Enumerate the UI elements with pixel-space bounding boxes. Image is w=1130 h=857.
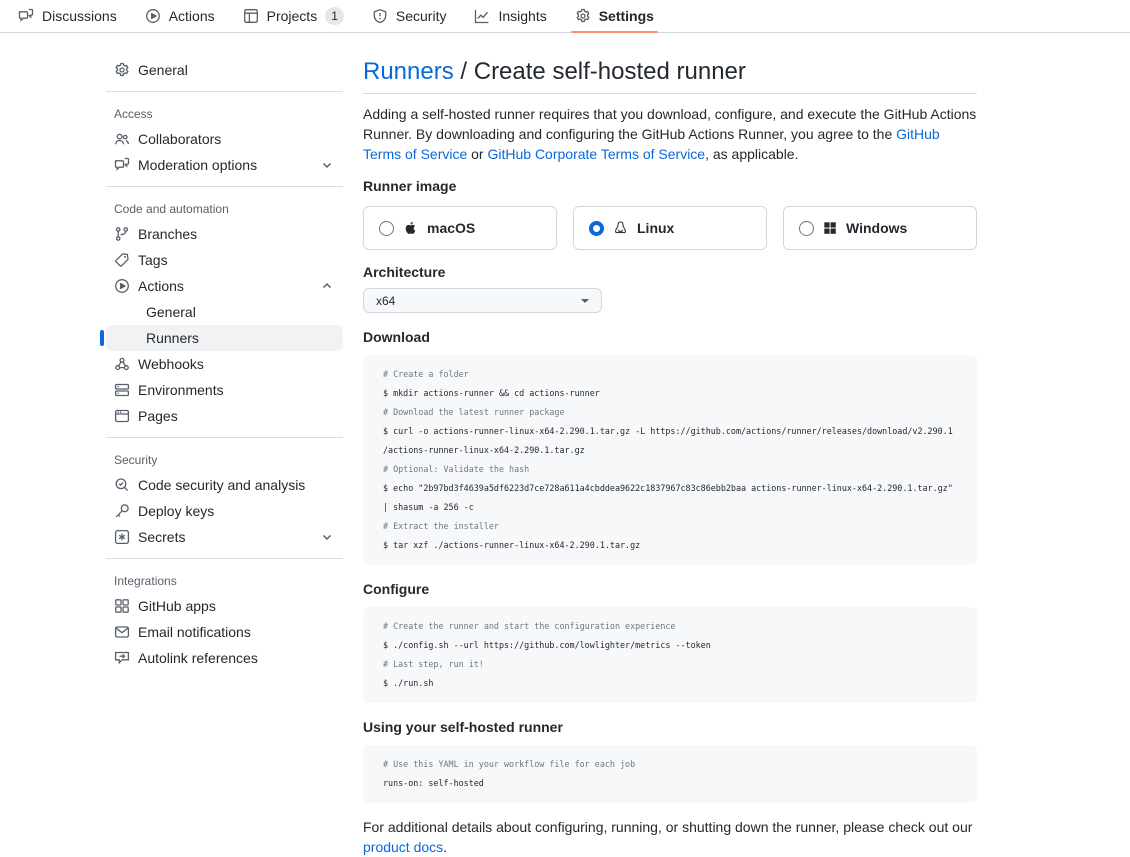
code-line: runs-on: self-hosted <box>383 778 484 788</box>
asterisk-box-icon <box>114 529 130 545</box>
os-option-label: Linux <box>637 220 675 236</box>
sidebar-item-deploy-keys[interactable] <box>106 498 343 524</box>
sidebar-item-label: Runners <box>146 330 199 346</box>
radio-unchecked <box>379 221 394 236</box>
gear-icon <box>114 62 130 78</box>
breadcrumb-separator: / <box>453 58 474 85</box>
chevron-down-icon <box>319 157 335 173</box>
sidebar-item-code-security-and-analysis[interactable] <box>106 472 343 498</box>
tab-security[interactable] <box>358 0 461 32</box>
tab-label: Insights <box>498 8 547 24</box>
usage-heading: Using your self-hosted runner <box>363 719 563 735</box>
shield-icon <box>372 8 388 24</box>
play-icon <box>114 278 130 294</box>
runners-breadcrumb-link[interactable]: Runners <box>363 58 454 85</box>
projects-count-badge: 1 <box>325 7 344 25</box>
architecture-label: Architecture <box>363 264 446 280</box>
tab-insights[interactable] <box>460 0 560 32</box>
sidebar-item-secrets[interactable] <box>106 524 343 550</box>
architecture-selected-value: x64 <box>376 293 396 308</box>
terms-of-service-link[interactable]: GitHub Terms of Service <box>363 126 940 162</box>
sidebar-item-label: General <box>138 62 188 78</box>
mail-icon <box>114 624 130 640</box>
runner-image-label: Runner image <box>363 178 457 194</box>
sidebar-divider <box>106 558 343 559</box>
codescan-icon <box>114 477 130 493</box>
intro-text: Adding a self-hosted runner requires that you download, configure, and execute the GitHub Actions Runner. By downloading and configuring the GitHub Actions Runner, you agree to the <box>363 106 977 142</box>
project-icon <box>243 8 259 24</box>
download-heading: Download <box>363 329 430 345</box>
os-option-label: macOS <box>427 220 476 236</box>
sidebar-item-label: General <box>146 304 196 320</box>
settings-layout <box>0 33 1130 857</box>
code-line: $ curl -o actions-runner-linux-x64-2.290.1.tar.gz -L https://github.com/actions/runner/releases/download/v2.290.1 <box>383 426 953 436</box>
tab-label: Security <box>395 8 447 24</box>
code-line: /actions-runner-linux-x64-2.290.1.tar.gz <box>383 445 585 455</box>
people-icon <box>114 131 130 147</box>
caret-down-icon <box>581 299 589 303</box>
sidebar-item-pages[interactable] <box>106 403 343 429</box>
comment-discussion-icon <box>114 157 130 173</box>
code-line: # Extract the installer <box>383 521 499 531</box>
repo-tab-bar <box>0 0 1130 33</box>
corporate-terms-link[interactable]: GitHub Corporate Terms of Service <box>487 146 706 162</box>
sidebar-item-label: Environments <box>138 382 224 398</box>
footer-note <box>363 817 977 857</box>
architecture-select[interactable] <box>363 288 602 313</box>
page-title <box>363 57 977 94</box>
sidebar-item-label: Autolink references <box>138 650 258 666</box>
radio-unchecked <box>799 221 814 236</box>
tab-label: Discussions <box>42 8 117 24</box>
browser-icon <box>114 408 130 424</box>
sidebar-divider <box>106 186 343 187</box>
tab-discussions[interactable] <box>4 0 131 32</box>
intro-text: or <box>467 146 488 162</box>
sidebar-item-tags[interactable] <box>106 247 343 273</box>
os-option-macos[interactable] <box>363 206 557 250</box>
tab-label: Projects <box>266 8 318 24</box>
sidebar-item-label: Secrets <box>138 529 186 545</box>
sidebar-item-label: Collaborators <box>138 131 222 147</box>
tab-projects[interactable] <box>229 0 358 32</box>
footer-text: For additional details about configuring, running, or shutting down the runner, please check out our <box>363 819 973 835</box>
chevron-down-icon <box>319 529 335 545</box>
code-line: $ mkdir actions-runner && cd actions-runner <box>383 388 600 398</box>
sidebar-item-label: Actions <box>138 278 184 294</box>
graph-icon <box>474 8 490 24</box>
apple-icon <box>403 220 418 236</box>
tab-actions[interactable] <box>131 0 229 32</box>
sidebar-item-actions[interactable] <box>106 273 343 299</box>
tab-settings[interactable] <box>561 0 668 32</box>
os-option-windows[interactable] <box>783 206 977 250</box>
sidebar-item-label: Pages <box>138 408 178 424</box>
sidebar-item-label: GitHub apps <box>138 598 216 614</box>
key-icon <box>114 503 130 519</box>
comment-discussion-icon <box>18 8 34 24</box>
sidebar-divider <box>106 91 343 92</box>
configure-heading: Configure <box>363 581 430 597</box>
gear-icon <box>575 8 591 24</box>
sidebar-item-general[interactable] <box>106 57 343 83</box>
sidebar-item-email-notifications[interactable] <box>106 619 343 645</box>
tab-label: Settings <box>598 8 654 24</box>
usage-code-block <box>363 745 977 803</box>
webhook-icon <box>114 356 130 372</box>
sidebar-subitem-actions-general[interactable] <box>106 299 343 325</box>
windows-icon <box>823 221 837 235</box>
sidebar-item-branches[interactable] <box>106 221 343 247</box>
sidebar-item-autolink-references[interactable] <box>106 645 343 671</box>
server-icon <box>114 382 130 398</box>
intro-paragraph <box>363 104 977 164</box>
sidebar-item-environments[interactable] <box>106 377 343 403</box>
code-line: # Download the latest runner package <box>383 407 565 417</box>
code-line: $ tar xzf ./actions-runner-linux-x64-2.290.1.tar.gz <box>383 540 641 550</box>
configure-code-block <box>363 607 977 703</box>
sidebar-item-collaborators[interactable] <box>106 126 343 152</box>
intro-text: , as applicable. <box>705 146 799 162</box>
sidebar-item-label: Branches <box>138 226 198 242</box>
sidebar-section-heading: Security <box>114 453 158 467</box>
settings-sidebar <box>106 57 343 671</box>
sidebar-item-moderation-options[interactable] <box>106 152 343 178</box>
code-line: $ echo "2b97bd3f4639a5df6223d7ce728a611a4cbddea9622c1837967c83c86ebb2baa actions-runner-linux-x64-2.290.1.tar.gz" <box>383 483 953 493</box>
code-line: # Last step, run it! <box>383 659 484 669</box>
code-line: # Optional: Validate the hash <box>383 464 530 474</box>
cross-reference-icon <box>114 650 130 666</box>
page-title-text: Create self-hosted runner <box>473 58 746 85</box>
sidebar-item-label: Email notifications <box>138 624 251 640</box>
code-line: $ ./config.sh --url https://github.com/lowlighter/metrics --token <box>383 640 711 650</box>
os-option-label: Windows <box>846 220 908 236</box>
sidebar-subitem-actions-runners[interactable] <box>106 325 343 351</box>
sidebar-item-label: Code security and analysis <box>138 477 306 493</box>
tab-label: Actions <box>168 8 215 24</box>
play-icon <box>145 8 161 24</box>
sidebar-item-github-apps[interactable] <box>106 593 343 619</box>
sidebar-item-label: Moderation options <box>138 157 258 173</box>
code-line: # Create the runner and start the configuration experience <box>383 621 676 631</box>
sidebar-divider <box>106 437 343 438</box>
git-branch-icon <box>114 226 130 242</box>
sidebar-item-label: Deploy keys <box>138 503 215 519</box>
code-line: | shasum -a 256 -c <box>383 502 474 512</box>
code-line: # Use this YAML in your workflow file for each job <box>383 759 636 769</box>
sidebar-section-heading: Access <box>114 107 153 121</box>
tag-icon <box>114 252 130 268</box>
os-options <box>363 206 977 250</box>
code-line: $ ./run.sh <box>383 678 434 688</box>
radio-checked <box>589 221 604 236</box>
apps-grid-icon <box>114 598 130 614</box>
product-docs-link[interactable]: product docs <box>363 839 444 855</box>
code-line: # Create a folder <box>383 369 469 379</box>
sidebar-section-heading: Code and automation <box>114 202 229 216</box>
footer-text: . <box>443 839 448 855</box>
sidebar-item-label: Tags <box>138 252 168 268</box>
os-option-linux[interactable] <box>573 206 767 250</box>
linux-icon <box>613 220 628 236</box>
sidebar-section-heading: Integrations <box>114 574 177 588</box>
sidebar-item-webhooks[interactable] <box>106 351 343 377</box>
sidebar-item-label: Webhooks <box>138 356 204 372</box>
main-content <box>363 57 977 857</box>
download-code-block <box>363 355 977 565</box>
chevron-up-icon <box>319 278 335 294</box>
